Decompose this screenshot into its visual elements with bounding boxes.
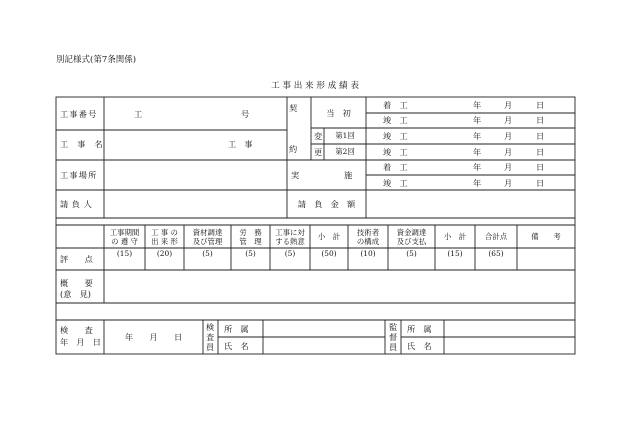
score-label: 評 点 [60,254,93,264]
kensain-char: 検 [206,322,215,332]
score-value: (5) [406,249,417,258]
kensain-char: 員 [206,342,215,352]
date-month: 月 [504,100,513,110]
eval-header-line1: 工 事 の [151,228,178,237]
date-month: 月 [504,115,513,125]
eval-header-line2: 管 理 [239,237,262,246]
date-label: 着 工 [383,162,408,172]
kantokuin-char: 員 [389,342,398,352]
kouji-basho-label: 工事場所 [60,170,98,180]
eval-header-total: 合計点 [484,232,508,241]
date-month: 月 [504,178,513,188]
score-value: (5) [245,249,256,258]
eval-header-line2: する熱意 [275,237,305,246]
jisshi-right: 施 [344,170,353,180]
gaiyou-label: 概 要 [60,278,93,288]
eval-header-line2: の 遵 守 [111,237,138,246]
kouji-prefix: 工 [134,109,143,119]
kouji-mei-label: 工事名 [60,139,112,149]
eval-header-line1: 資金調達 [396,228,427,237]
date-month: 月 [504,147,513,157]
eval-header-line1: 資材調達 [192,228,223,237]
score-value: (5) [284,249,296,258]
kantokuin-char: 督 [389,332,398,342]
kensain-char: 査 [206,332,215,342]
jisshi-left: 実 [291,170,300,180]
dai2kai-label: 第2回 [335,147,355,156]
kensa-date-label: 年 月 日 [60,337,101,347]
score-value: (15) [116,249,133,258]
eval-header-subtotal: 小 計 [317,232,341,241]
shimei-label: 氏 名 [224,341,249,351]
henkou-bottom: 更 [314,147,323,157]
kensa-date: 年 月 日 [124,332,183,342]
date-month: 月 [504,162,513,172]
date-year: 年 [473,115,482,125]
date-label: 竣 工 [383,115,408,125]
date-year: 年 [473,147,482,157]
date-day: 日 [536,178,545,188]
eval-header-line2: の構成 [356,237,380,246]
date-month: 月 [504,131,513,141]
score-value: (20) [156,249,173,258]
date-label: 着 工 [383,100,408,110]
dai1kai-label: 第1回 [335,131,355,140]
eval-header-line1: 技術者 [356,228,380,237]
eval-header-remarks: 備 考 [531,232,561,241]
iken-label: (意 見) [60,289,91,299]
kantokuin-char: 監 [389,322,398,332]
eval-header-line1: 工事に対 [275,228,305,237]
date-label: 竣 工 [383,147,408,157]
eval-header-subtotal: 小 計 [443,232,467,241]
date-day: 日 [536,162,545,172]
kouji-bangou-label: 工事番号 [60,109,98,119]
kensa-label: 検 査 [60,325,93,335]
date-year: 年 [473,100,482,110]
eval-header-line1: 労 務 [239,228,262,237]
ukeoinin-label: 請負人 [60,199,96,209]
date-year: 年 [473,178,482,188]
kouji-suffix: 号 [241,109,250,119]
shimei2-label: 氏 名 [407,341,432,351]
score-value: (5) [202,249,213,258]
shozoku-label: 所 属 [224,324,249,334]
score-value: (50) [321,249,337,258]
kouji-mei-suffix: 工 事 [228,139,253,149]
form-reference: 別記様式(第7条関係) [56,55,137,65]
page-title: 工 事 出 来 形 成 績 表 [271,81,359,91]
eval-header-line2: 出 来 形 [151,237,178,246]
eval-header-line1: 工事期間 [109,228,140,237]
henkou-top: 変 [314,131,323,141]
score-value: (15) [447,249,463,258]
eval-header-line2: 及び支払 [396,237,427,246]
eval-header-line2: 及び管理 [192,237,223,246]
keiyaku-top: 契 [289,103,298,113]
date-day: 日 [536,115,545,125]
date-day: 日 [536,100,545,110]
date-label: 竣 工 [383,178,408,188]
tousho-label: 当 初 [326,108,351,118]
date-label: 竣 工 [383,131,408,141]
score-value: (65) [488,249,504,258]
score-value: (10) [360,249,376,258]
date-day: 日 [536,131,545,141]
date-year: 年 [473,162,482,172]
keiyaku-bottom: 約 [289,144,298,154]
date-day: 日 [536,147,545,157]
date-year: 年 [473,131,482,141]
shozoku2-label: 所 属 [407,324,432,334]
ukeoi-kingaku-label: 請 負 金 額 [297,199,356,209]
